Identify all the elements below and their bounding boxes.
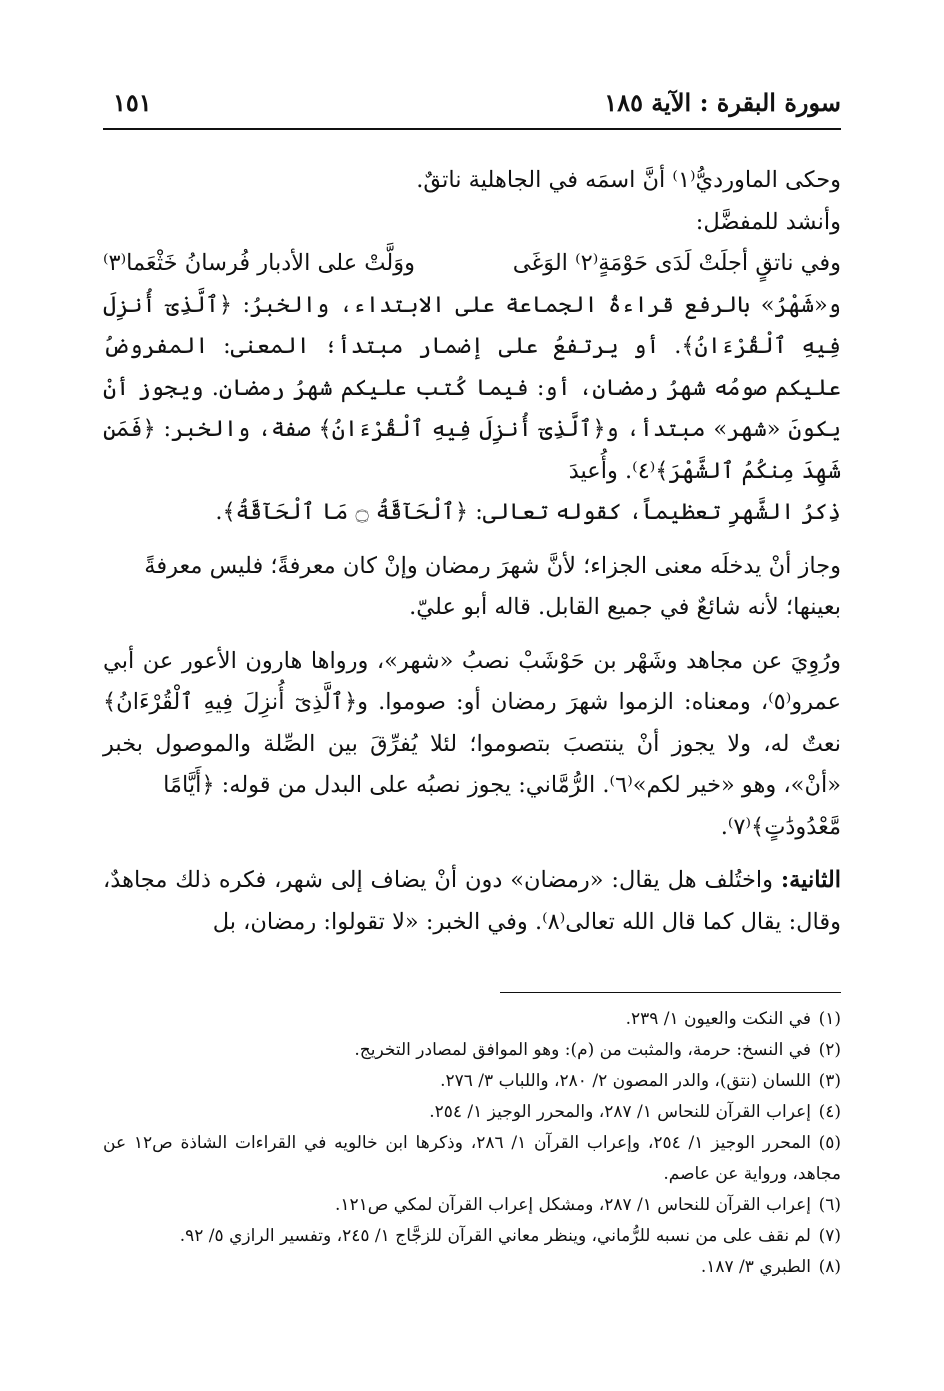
verse-second-hemistich: ووَلَّتْ على الأدبار فُرسانُ خَثْعَما⁽٣⁾ xyxy=(103,250,415,276)
footnotes xyxy=(103,1004,841,1283)
second-issue-label: الثانية: xyxy=(780,867,841,893)
footnote-item xyxy=(103,1004,841,1035)
header-rule xyxy=(103,128,841,130)
footnote-text: المحرر الوجيز ١/ ٢٥٤، وإعراب القرآن ١/ ٢٨٦، وذكرها ابن خالويه في القراءات الشاذة ص١٢ عن مجاهد، ورواية عن عاصم. xyxy=(103,1133,841,1184)
paragraph-mawardi: وحكى الماورديُّ⁽١⁾ أنَّ اسمَه في الجاهلية ناتقٌ. xyxy=(416,167,841,193)
footnote-text: اللسان (نتق)، والدر المصون ٢/ ٢٨٠، واللباب ٣/ ٢٧٦. xyxy=(440,1071,811,1091)
paragraph-nasb: ورُوِيَ عن مجاهد وشَهْر بن حَوْشَبْ نصبُ «شهر»، ورواها هارون الأعور عن أبي عمرو⁽٥⁾، ومعناه: الزموا شهرَ رمضان أو: صوموا. و﴿ٱلَّذِىٓ أُنزِلَ فِيهِ ٱلْقُرْءَانُ﴾ نعتٌ له، ولا يجوز أنْ ينتصبَ بتصوموا؛ لئلا يُفرِّقَ بين الصِّلة والموصول بخبر «أنْ»، وهو «خير لكم»⁽٦⁾. الرُّمَّاني: يجوز نصبُه على البدل من قوله: ﴿أَيَّامًا xyxy=(103,647,841,798)
footnote-number: (٢) xyxy=(818,1040,841,1060)
running-title: سورة البقرة : الآية ١٨٥ xyxy=(604,88,841,117)
footnote-number: (٣) xyxy=(818,1071,841,1091)
paragraph-nasb-end: مَّعْدُودَٰتٍ﴾⁽٧⁾. xyxy=(720,813,841,840)
verse-first-hemistich: وفي ناتقٍ أجلَتْ لَدَى حَوْمَةٍ⁽٢⁾ الوَغَى xyxy=(512,250,841,276)
footnote-number: (٤) xyxy=(818,1102,841,1122)
footnote-number: (٦) xyxy=(818,1195,841,1215)
paragraph-jaza-end: بعينها؛ لأنه شائعٌ في جميع القابل. قاله أبو عليّ. xyxy=(409,594,841,620)
footnote-text: في النسخ: حرمة، والمثبت من (م): وهو الموافق لمصادر التخريج. xyxy=(354,1040,811,1060)
footnote-item xyxy=(103,1128,841,1190)
footnote-item xyxy=(103,1097,841,1128)
footnote-text: الطبري ٣/ ١٨٧. xyxy=(700,1257,811,1277)
page-number: ١٥١ xyxy=(113,88,152,117)
footnote-item xyxy=(103,1035,841,1066)
footnote-text: في النكت والعيون ١/ ٢٣٩. xyxy=(625,1009,811,1029)
second-issue-text: واختُلف هل يقال: «رمضان» دون أنْ يضاف إلى شهر، فكره ذلك مجاهدٌ، وقال: يقال كما قال الله تعالى⁽٨⁾. وفي الخبر: «لا تقولوا: رمضان، بل xyxy=(103,867,841,935)
poem-verse xyxy=(103,243,841,285)
footnote-item xyxy=(103,1252,841,1283)
footnote-number: (١) xyxy=(818,1009,841,1029)
footnote-text: إعراب القرآن للنحاس ١/ ٢٨٧، والمحرر الوجيز ١/ ٢٥٤. xyxy=(429,1102,811,1122)
paragraph-shahr-raf-end: ذِكرُ الشَّهرِ تعظيماً، كقوله تعالى: ﴿ٱلْحَآقَّةُ ۝ مَا ٱلْحَآقَّةُ﴾. xyxy=(215,499,841,525)
main-text xyxy=(103,160,841,943)
page-header xyxy=(103,88,841,122)
footnote-rule xyxy=(500,992,841,993)
footnote-item xyxy=(103,1066,841,1097)
footnote-number: (٧) xyxy=(818,1226,841,1246)
footnote-text: إعراب القرآن للنحاس ١/ ٢٨٧، ومشكل إعراب القرآن لمكي ص١٢١. xyxy=(334,1195,811,1215)
paragraph-shahr-raf: و«شَهْرُ» بالرفع قراءةُ الجماعة على الابتداء، والخبرُ: ﴿ٱلَّذِىٓ أُنزِلَ فِيهِ ٱلْقُرْءَانُ﴾. أو يرتفعُ على إضمار مبتدأ؛ المعنى: المفروضُ عليكم صومُه شهرُ رمضان، أو: فيما كُتب عليكم شهرُ رمضان. ويجوز أنْ يكونَ «شهر» مبتدأ، و﴿ٱلَّذِىٓ أُنزِلَ فِيهِ ٱلْقُرْءَانُ﴾ صفة، والخبر: ﴿فَمَن شَهِدَ مِنكُمُ ٱلشَّهْرَ﴾⁽٤⁾. وأُعيدَ xyxy=(103,291,841,484)
paragraph-second-issue xyxy=(103,860,841,943)
footnote-number: (٨) xyxy=(818,1257,841,1277)
footnote-item xyxy=(103,1190,841,1221)
footnote-number: (٥) xyxy=(818,1133,841,1153)
footnote-item xyxy=(103,1221,841,1252)
paragraph-poem-intro: وأنشد للمفضَّل: xyxy=(695,208,841,235)
paragraph-jaza: وجاز أنْ يدخلَه معنى الجزاء؛ لأنَّ شهرَ رمضان وإنْ كان معرفةً؛ فليس معرفةً xyxy=(144,552,841,579)
footnote-text: لم نقف على من نسبه للرُّماني، وينظر معاني القرآن للزجَّاج ١/ ٢٤٥، وتفسير الرازي ٥/ ٩٢. xyxy=(179,1226,811,1246)
